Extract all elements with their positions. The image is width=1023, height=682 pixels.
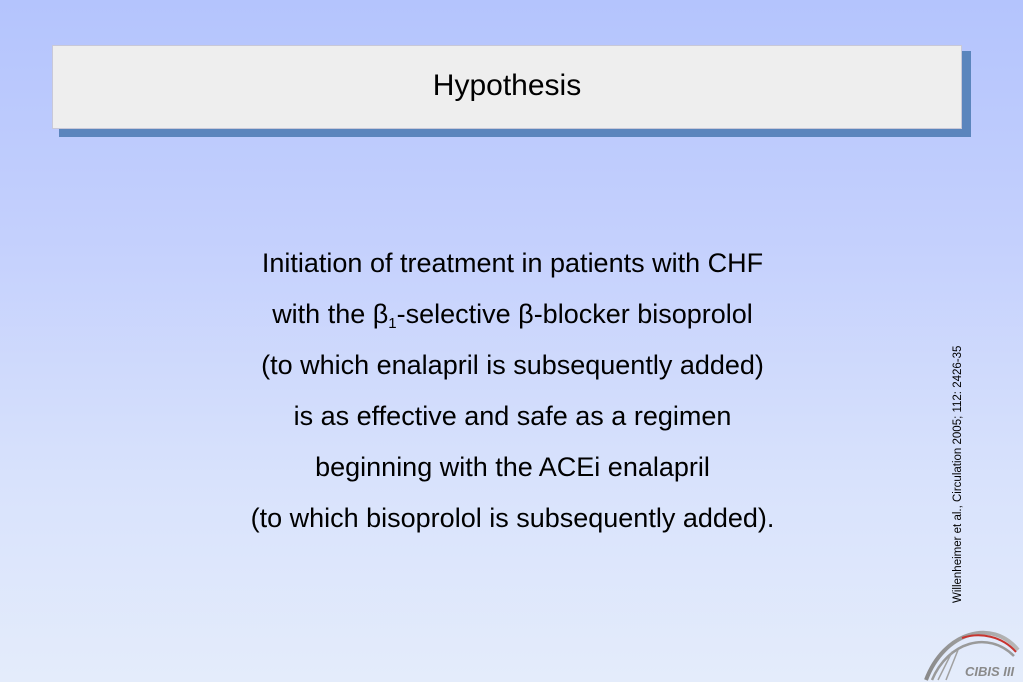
logo-text: CIBIS III xyxy=(965,664,1015,679)
hypothesis-line-4: is as effective and safe as a regimen xyxy=(293,401,732,431)
citation-text: Willenheimer et al., Circulation 2005; 112: 2426-35 xyxy=(952,345,964,603)
beta-subscript: 1 xyxy=(388,315,397,332)
hypothesis-line-5: beginning with the ACEi enalapril xyxy=(315,452,710,482)
hypothesis-text xyxy=(150,238,875,544)
hypothesis-line-1: Initiation of treatment in patients with CHF xyxy=(261,248,764,278)
hypothesis-line-2-pre: with the β xyxy=(272,299,389,329)
slide-title: Hypothesis xyxy=(432,69,582,102)
hypothesis-line-3: (to which enalapril is subsequently added) xyxy=(261,350,764,380)
title-box xyxy=(52,45,962,129)
hypothesis-line-6: (to which bisoprolol is subsequently added). xyxy=(250,503,775,533)
hypothesis-line-2 xyxy=(150,289,875,340)
cibis-logo xyxy=(922,620,1022,682)
hypothesis-line-2-post: -selective β-blocker bisoprolol xyxy=(396,299,753,329)
